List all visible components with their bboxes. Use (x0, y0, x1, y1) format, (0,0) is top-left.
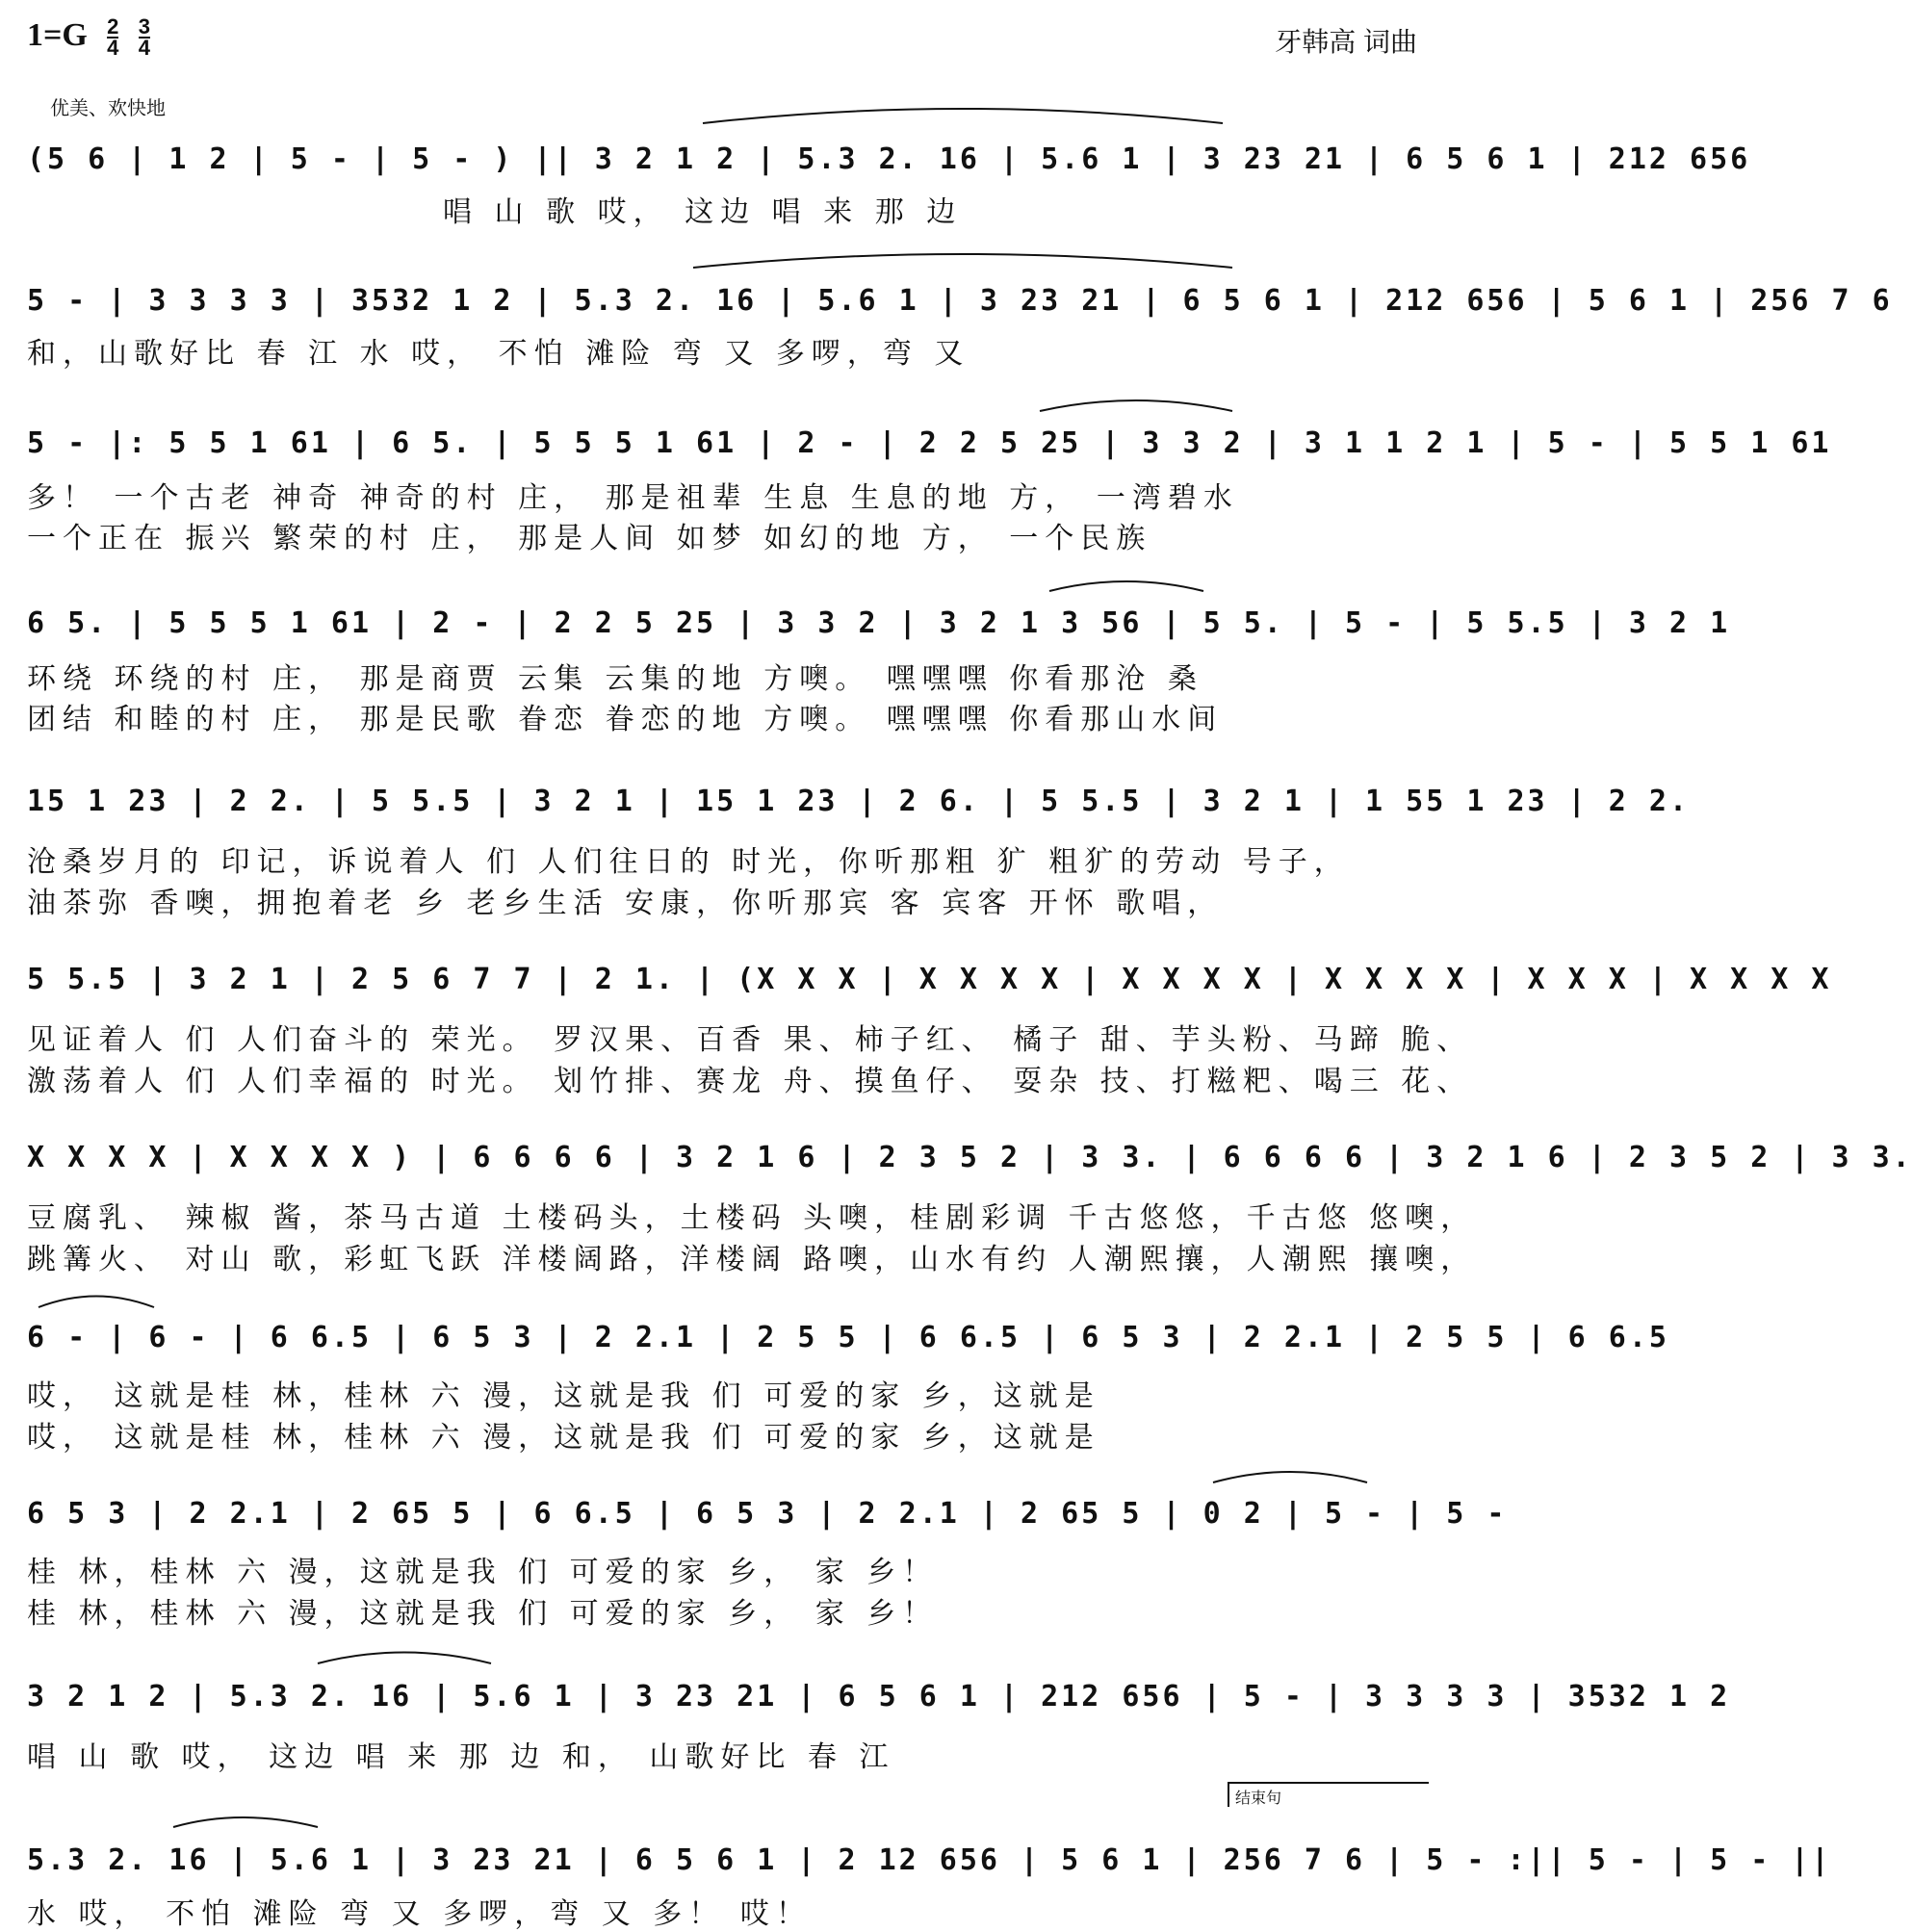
lyric-line: 桂 林，桂林 六 漫，这就是我 们 可爱的家 乡， 家 乡！ (27, 1556, 939, 1589)
ending-label: 结束句 (1228, 1782, 1429, 1807)
tempo-marking: 优美、欢快地 (50, 98, 166, 119)
meter1-top: 2 (107, 14, 119, 39)
lyric-line: 哎， 这就是桂 林，桂林 六 漫，这就是我 们 可爱的家 乡，这就是 (27, 1421, 1100, 1455)
notes-line: (5 6 | 1 2 | 5 - | 5 - ) || 3 2 1 2 | 5.3 2. 16 | 5.6 1 | 3 23 21 | 6 5 6 1 | 212 656 (27, 142, 1751, 176)
slur (693, 254, 1232, 268)
composer-credit: 牙韩高 词曲 (1275, 27, 1417, 57)
key-signature: 1=G (27, 17, 88, 53)
notes-line: 6 - | 6 - | 6 6.5 | 6 5 3 | 2 2.1 | 2 5 5 | 6 6.5 | 6 5 3 | 2 2.1 | 2 5 5 | 6 6.5 (27, 1321, 1669, 1354)
notes-line: X X X X | X X X X ) | 6 6 6 6 | 3 2 1 6 | 2 3 5 2 | 3 3. | 6 6 6 6 | 3 2 1 6 | 2 3 5 2 | 3 3. (27, 1141, 1913, 1174)
lyric-line: 跳篝火、 对山 歌，彩虹飞跃 洋楼阔路，洋楼阔 路噢，山水有约 人潮熙攘，人潮熙 攘噢， (27, 1243, 1477, 1276)
lyric-line: 唱 山 歌 哎， 这边 唱 来 那 边 和， 山歌好比 春 江 (27, 1740, 895, 1774)
notes-line: 6 5. | 5 5 5 1 61 | 2 - | 2 2 5 25 | 3 3 2 | 3 2 1 3 56 | 5 5. | 5 - | 5 5.5 | 3 2 1 (27, 606, 1731, 640)
meter2-bottom: 4 (138, 36, 151, 61)
lyric-line: 沧桑岁月的 印记，诉说着人 们 人们往日的 时光，你听那粗 犷 粗犷的劳动 号子， (27, 845, 1350, 879)
slur (1040, 400, 1232, 411)
notes-line: 15 1 23 | 2 2. | 5 5.5 | 3 2 1 | 15 1 23 | 2 6. | 5 5.5 | 3 2 1 | 1 55 1 23 | 2 2. (27, 785, 1691, 818)
lyric-line: 唱 山 歌 哎， 这边 唱 来 那 边 (443, 195, 963, 229)
slur (318, 1653, 491, 1664)
meter1-bottom: 4 (107, 36, 119, 61)
slur (173, 1817, 318, 1827)
lyric-line: 豆腐乳、 辣椒 酱，茶马古道 土楼码头，土楼码 头噢，桂剧彩调 千古悠悠，千古悠 悠噢， (27, 1201, 1477, 1235)
lyric-line: 水 哎， 不怕 滩险 弯 又 多啰，弯 又 多！ 哎！ (27, 1897, 812, 1931)
lyric-line: 油茶弥 香噢，拥抱着老 乡 老乡生活 安康，你听那宾 客 宾客 开怀 歌唱， (27, 887, 1224, 920)
lyric-line: 见证着人 们 人们奋斗的 荣光。 罗汉果、百香 果、柿子红、 橘子 甜、芋头粉、马蹄 脆、 (27, 1023, 1473, 1057)
lyric-line: 团结 和睦的村 庄， 那是民歌 眷恋 眷恋的地 方噢。 嘿嘿嘿 你看那山水间 (27, 703, 1224, 736)
meter2-top: 3 (138, 14, 151, 39)
lyric-line: 一个正在 振兴 繁荣的村 庄， 那是人间 如梦 如幻的地 方， 一个民族 (27, 522, 1152, 555)
slur (1213, 1472, 1367, 1482)
slur (703, 109, 1223, 123)
notes-line: 5 - | 3 3 3 3 | 3532 1 2 | 5.3 2. 16 | 5.6 1 | 3 23 21 | 6 5 6 1 | 212 656 | 5 6 1 | 256 7 6 (27, 284, 1893, 318)
notes-line: 5.3 2. 16 | 5.6 1 | 3 23 21 | 6 5 6 1 | 2 12 656 | 5 6 1 | 256 7 6 | 5 - :|| 5 - | 5 - || (27, 1843, 1832, 1877)
lyric-line: 和，山歌好比 春 江 水 哎， 不怕 滩险 弯 又 多啰，弯 又 (27, 337, 970, 371)
lyric-line: 激荡着人 们 人们幸福的 时光。 划竹排、赛龙 舟、摸鱼仔、 耍杂 技、打糍粑、喝三 花、 (27, 1065, 1473, 1098)
slur (1049, 581, 1203, 591)
lyric-line: 多！ 一个古老 神奇 神奇的村 庄， 那是祖辈 生息 生息的地 方， 一湾碧水 (27, 481, 1239, 515)
notes-line: 5 5.5 | 3 2 1 | 2 5 6 7 7 | 2 1. | (X X X | X X X X | X X X X | X X X X | X X X | X X X X (27, 963, 1832, 996)
lyric-line: 环绕 环绕的村 庄， 那是商贾 云集 云集的地 方噢。 嘿嘿嘿 你看那沧 桑 (27, 662, 1203, 696)
lyric-line: 桂 林，桂林 六 漫，这就是我 们 可爱的家 乡， 家 乡！ (27, 1597, 939, 1631)
notes-line: 3 2 1 2 | 5.3 2. 16 | 5.6 1 | 3 23 21 | 6 5 6 1 | 212 656 | 5 - | 3 3 3 3 | 3532 1 2 (27, 1680, 1731, 1713)
notes-line: 6 5 3 | 2 2.1 | 2 65 5 | 6 6.5 | 6 5 3 | 2 2.1 | 2 65 5 | 0 2 | 5 - | 5 - (27, 1497, 1508, 1531)
notes-line: 5 - |: 5 5 1 61 | 6 5. | 5 5 5 1 61 | 2 - | 2 2 5 25 | 3 3 2 | 3 1 1 2 1 | 5 - | 5 5 1 61 (27, 426, 1832, 460)
slur (39, 1297, 154, 1308)
lyric-line: 哎， 这就是桂 林，桂林 六 漫，这就是我 们 可爱的家 乡，这就是 (27, 1379, 1100, 1413)
